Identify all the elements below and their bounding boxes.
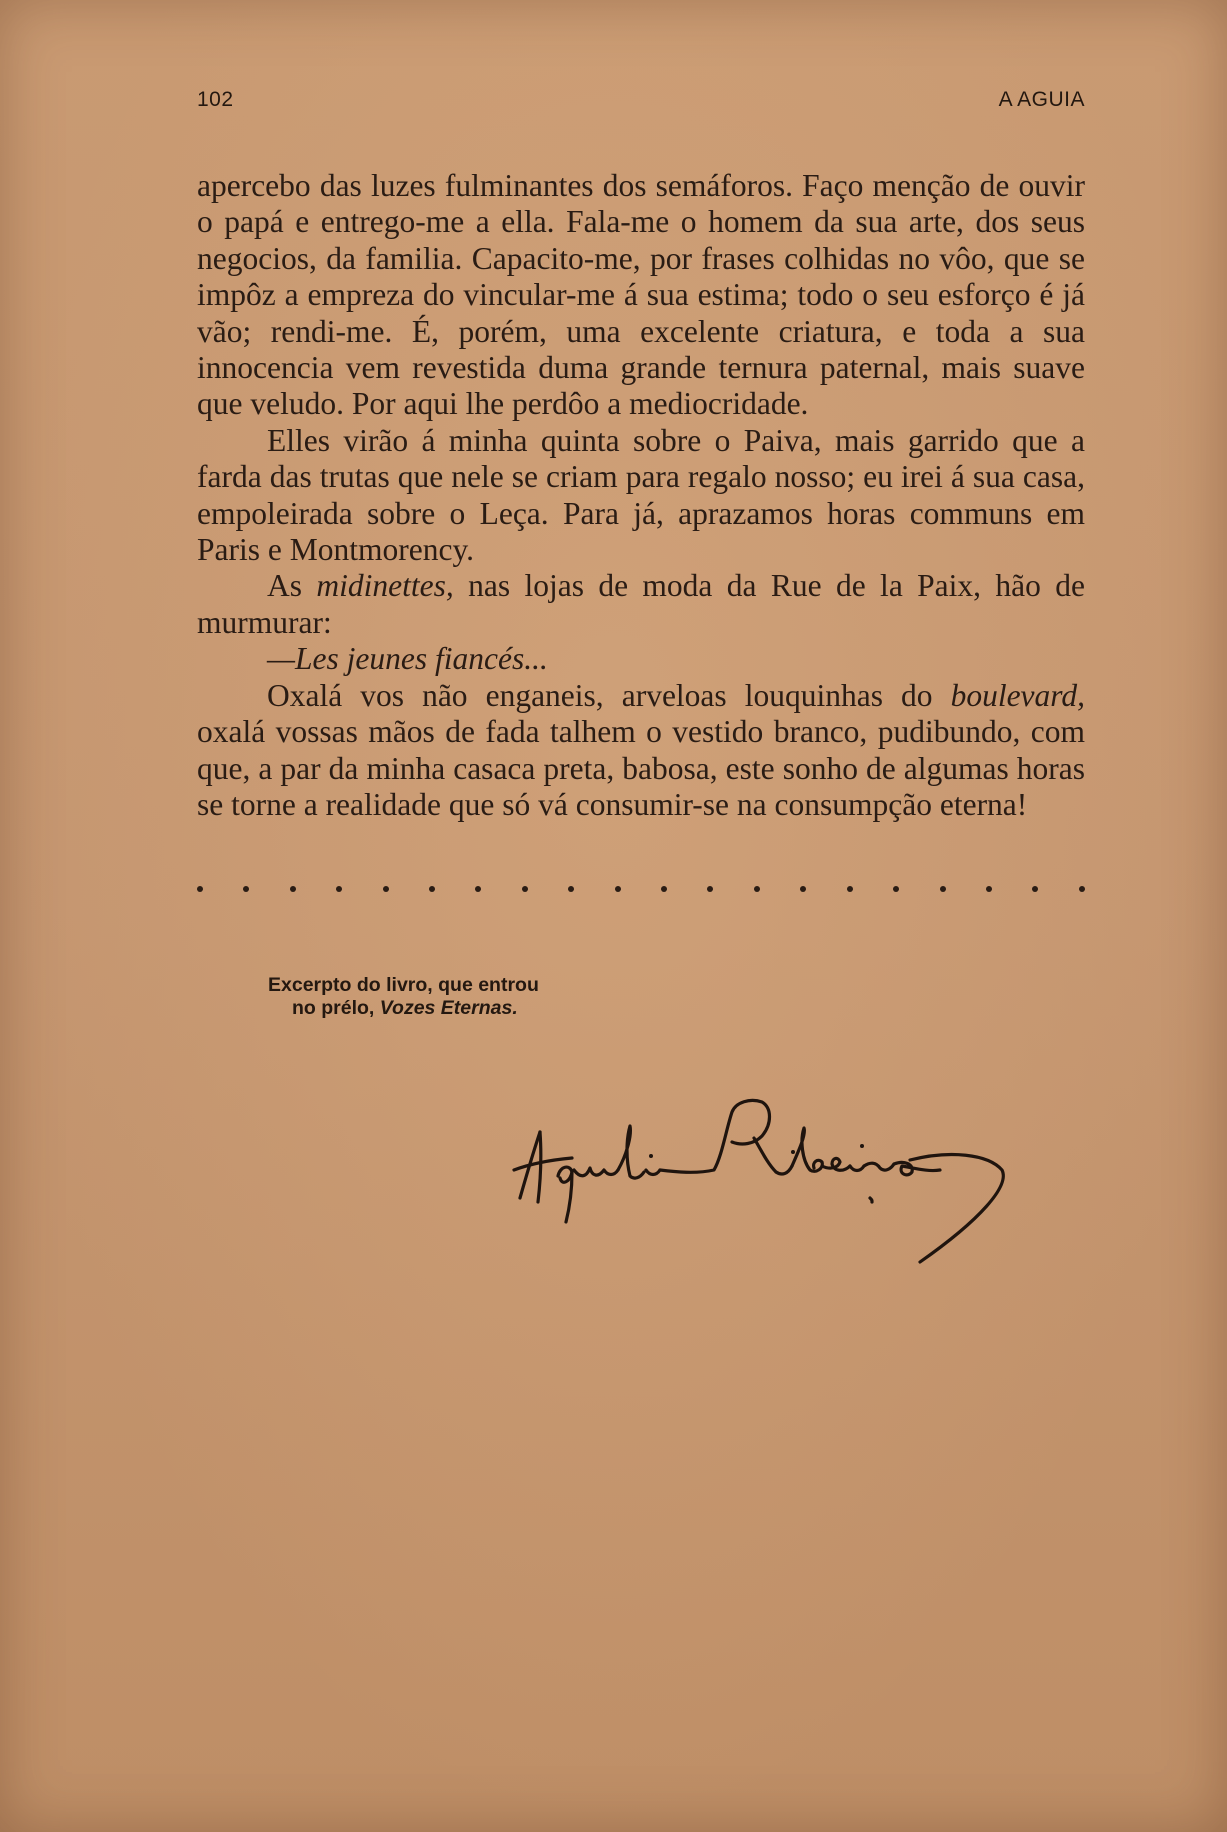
paragraph-3-italic: midinettes, xyxy=(316,568,454,604)
dotted-separator xyxy=(197,886,1085,892)
paragraph-5-start: Oxalá vos não enganeis, arveloas louquinhas do xyxy=(267,677,951,713)
paragraph-2: Elles virão á minha quinta sobre o Paiva, mais garrido que a farda das trutas que nele se criam para regalo nosso; eu irei á sua casa, empoleirada sobre o Leça. Para já, aprazamos horas communs em Paris e Montmorency. xyxy=(197,422,1085,568)
excerpt-note-line-1: Excerpto do livro, que entrou xyxy=(268,974,539,996)
handwritten-signature xyxy=(510,1090,1090,1280)
paragraph-4 xyxy=(197,641,1085,677)
paragraph-3-start: As xyxy=(267,568,317,604)
paragraph-3-end: nas lojas de moda da Rue de la Paix, hão de murmurar: xyxy=(197,568,1085,640)
paragraph-3 xyxy=(197,568,1085,641)
excerpt-note xyxy=(268,974,688,1020)
page-number: 102 xyxy=(197,88,234,111)
paragraph-5-italic: boulevard, xyxy=(950,677,1085,713)
page-header xyxy=(197,88,1085,118)
body-text xyxy=(197,168,1085,823)
paragraph-1: apercebo das luzes fulminantes dos semáforos. Faço menção de ouvir o papá e entrego-me a ella. Fala-me o homem da sua arte, dos seus negocios, da familia. Capacito-me, por frases colhidas no vôo, que se impôz a empreza do vincular-me á sua estima; todo o seu esforço é já vão; rendi-me. É, porém, uma excelente criatura, e toda a sua innocencia vem revestida duma grande ternura paternal, mais suave que veludo. Por aqui lhe perdôo a mediocridade. xyxy=(197,168,1085,422)
running-title: A AGUIA xyxy=(998,88,1085,111)
book-title: Vozes Eternas. xyxy=(379,997,518,1019)
excerpt-note-line-2-start: no prélo, xyxy=(292,997,380,1019)
paragraph-5 xyxy=(197,678,1085,824)
paragraph-4-italic: —Les jeunes fiancés... xyxy=(267,641,548,677)
excerpt-note-line-2 xyxy=(268,997,688,1020)
paragraph-5-end: oxalá vossas mãos de fada talhem o vestido branco, pudibundo, com que, a par da minha casaca preta, babosa, este sonho de algumas horas se torne a realidade que só vá consumir-se na consumpção eterna! xyxy=(197,714,1085,822)
